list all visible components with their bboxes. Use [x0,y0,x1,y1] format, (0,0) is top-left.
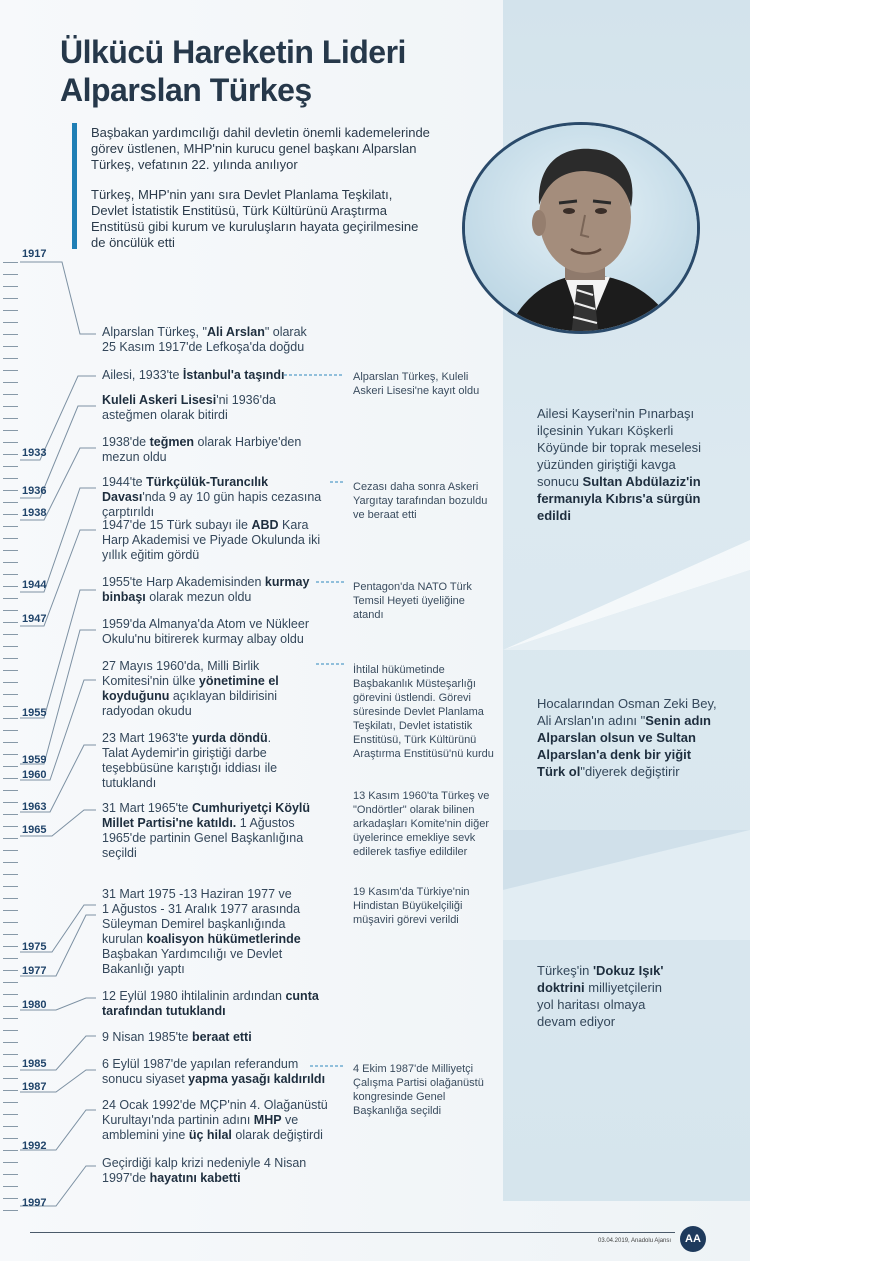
timeline-tick [3,622,18,623]
timeline-tick [3,454,18,455]
timeline-tick [3,538,18,539]
timeline-event: Geçirdiği kalp krizi nedeniyle 4 Nisan 1997'de hayatını kabetti [102,1156,307,1185]
side-fact-2: Hocalarından Osman Zeki Bey, Ali Arslan'ın adını "Senin adın Alparslan olsun ve Sultan Alparslan'a denk bir yiğit Türk ol"diyerek değiştirir [537,696,717,779]
year-label: 1936 [22,485,47,497]
timeline-tick [3,1114,18,1115]
timeline-tick [3,970,18,971]
timeline-tick [3,418,18,419]
year-label: 1997 [22,1197,47,1209]
title-line-1: Ülkücü Hareketin Lideri [60,34,406,70]
timeline-tick [3,742,18,743]
portrait-image [462,122,700,334]
year-label: 1992 [22,1140,47,1152]
timeline-tick [3,1030,18,1031]
timeline-tick [3,778,18,779]
timeline-tick [3,1090,18,1091]
timeline-tick [3,598,18,599]
timeline-tick [3,1066,18,1067]
year-label: 1959 [22,754,47,766]
timeline-tick [3,946,18,947]
timeline-tick [3,1018,18,1019]
timeline-note: Cezası daha sonra Askeri Yargıtay tarafından bozuldu ve beraat etti [353,481,488,521]
timeline-tick [3,922,18,923]
timeline-event: 31 Mart 1975 -13 Haziran 1977 ve 1 Ağustos - 31 Aralık 1977 arasında Süleyman Demirel başkanlığında kurulan koalisyon hükümetlerinde Başbakan Yardımcılığı ve Devlet Bakanlığı yaptı [102,887,301,976]
timeline-tick [3,682,18,683]
timeline-tick [3,1042,18,1043]
timeline-event: Ailesi, 1933'te İstanbul'a taşındı [102,368,285,382]
timeline-event: 23 Mart 1963'te yurda döndü. Talat Aydemir'in giriştiği darbe teşebbüsüne karıştığı iddiası ile tutuklandı [102,731,278,790]
timeline-tick [3,1210,18,1211]
timeline-tick [3,274,18,275]
timeline-tick [3,934,18,935]
year-label: 1965 [22,824,47,836]
year-label: 1955 [22,707,47,719]
timeline-event: 1938'de teğmen olarak Harbiye'den mezun oldu [102,435,302,464]
title-line-2: Alparslan Türkeş [60,72,312,108]
year-label: 1987 [22,1081,47,1093]
timeline-tick [3,382,18,383]
timeline-tick [3,1102,18,1103]
timeline-tick [3,826,18,827]
timeline-tick [3,406,18,407]
timeline-tick [3,562,18,563]
timeline-tick [3,1174,18,1175]
source-credit: 03.04.2019, Anadolu Ajansı [598,1238,672,1244]
timeline-tick [3,334,18,335]
timeline-tick [3,310,18,311]
timeline-tick [3,766,18,767]
timeline-tick [3,346,18,347]
timeline-tick [3,1126,18,1127]
timeline-tick [3,286,18,287]
timeline-note: Pentagon'da NATO Türk Temsil Heyeti üyeliğine atandı [353,581,472,621]
timeline-event: 12 Eylül 1980 ihtilalinin ardından cunta tarafından tutuklandı [102,989,319,1018]
timeline-tick [3,634,18,635]
timeline-tick [3,790,18,791]
side-fact-3: Türkeş'in 'Dokuz Işık' doktrini milliyetçilerin yol haritası olmaya devam ediyor [537,963,664,1029]
intro-accent-bar [72,123,77,249]
timeline-tick [3,1150,18,1151]
timeline-tick [3,502,18,503]
year-label: 1938 [22,507,47,519]
timeline-note: 19 Kasım'da Türkiye'nin Hindistan Büyükelçiliği müşaviri görevi verildi [353,886,470,926]
timeline-event: Alparslan Türkeş, "Ali Arslan" olarak 25 Kasım 1917'de Lefkoşa'da doğdu [102,325,307,354]
timeline-tick [3,1054,18,1055]
year-label: 1947 [22,613,47,625]
timeline-ticks [0,262,20,1222]
timeline-tick [3,814,18,815]
timeline-tick [3,646,18,647]
timeline-tick [3,1138,18,1139]
timeline-tick [3,1198,18,1199]
timeline-event: 24 Ocak 1992'de MÇP'nin 4. Olağanüstü Kurultayı'nda partinin adını MHP ve amblemini yine üç hilal olarak değiştirdi [102,1098,328,1142]
timeline-event: 31 Mart 1965'te Cumhuriyetçi Köylü Millet Partisi'ne katıldı. 1 Ağustos 1965'de partinin Genel Başkanlığına seçildi [102,801,311,860]
timeline-tick [3,1162,18,1163]
timeline-tick [3,430,18,431]
timeline-event: Kuleli Askeri Lisesi'ni 1936'da asteğmen olarak bitirdi [102,393,276,422]
timeline-note: İhtilal hükümetinde Başbakanlık Müsteşarlığı görevini üstlendi. Görevi süresinde Devlet Planlama Teşkilatı, Devlet istatistik Enstitüsü, Türk Kültürünü Araştırma Enstitüsü'nü kurdu [353,664,494,760]
timeline-tick [3,574,18,575]
timeline-tick [3,514,18,515]
timeline-tick [3,490,18,491]
timeline-tick [3,874,18,875]
timeline-tick [3,910,18,911]
intro-text [91,125,431,265]
timeline-tick [3,526,18,527]
timeline-tick [3,850,18,851]
timeline-tick [3,898,18,899]
timeline-tick [3,754,18,755]
timeline-tick [3,586,18,587]
timeline-tick [3,1006,18,1007]
timeline-tick [3,610,18,611]
year-label: 1933 [22,447,47,459]
timeline-tick [3,262,18,263]
timeline-event: 27 Mayıs 1960'da, Milli Birlik Komitesi'nin ülke yönetimine el koyduğunu açıklayan bildirisini radyodan okudu [102,659,279,718]
timeline-event: 1959'da Almanya'da Atom ve Nükleer Okulu'nu bitirerek kurmay albay oldu [102,617,309,646]
timeline-tick [3,358,18,359]
year-label: 1977 [22,965,47,977]
timeline-tick [3,982,18,983]
timeline-tick [3,298,18,299]
timeline-tick [3,658,18,659]
timeline-tick [3,802,18,803]
year-label: 1985 [22,1058,47,1070]
page-title [60,33,500,109]
timeline-tick [3,862,18,863]
timeline-tick [3,886,18,887]
timeline-tick [3,838,18,839]
year-label: 1980 [22,999,47,1011]
timeline-tick [3,670,18,671]
timeline-event: 6 Eylül 1987'de yapılan referandum sonucu siyaset yapma yasağı kaldırıldı [102,1057,326,1086]
timeline-note: 4 Ekim 1987'de Milliyetçi Çalışma Partisi olağanüstü kongresinde Genel Başkanlığa seçildi [353,1063,484,1117]
timeline-event: 9 Nisan 1985'te beraat etti [102,1030,252,1044]
timeline-tick [3,322,18,323]
timeline-event: 1955'te Harp Akademisinden kurmay binbaşı olarak mezun oldu [102,575,310,604]
footer-divider [30,1232,675,1233]
timeline-tick [3,994,18,995]
timeline-note: 13 Kasım 1960'ta Türkeş ve "Ondörtler" olarak bilinen arkadaşları Komite'nin diğer üyelerince emekliye sevk edilerek tasfiye edildiler [353,790,490,858]
timeline-tick [3,394,18,395]
side-fact-1: Ailesi Kayseri'nin Pınarbaşı ilçesinin Yukarı Köşkerli Köyünde bir toprak meselesi yüzünden giriştiği kavga sonucu Sultan Abdülaziz'in fermanıyla Kıbrıs'a sürgün edildi [537,406,702,523]
timeline-tick [3,478,18,479]
timeline-note: Alparslan Türkeş, Kuleli Askeri Lisesi'ne kayıt oldu [353,371,480,397]
year-label: 1960 [22,769,47,781]
timeline-tick [3,958,18,959]
intro-paragraph-1: Başbakan yardımcılığı dahil devletin önemli kademelerinde görev üstlenen, MHP'nin kurucu genel başkanı Alparslan Türkeş, vefatının 22. yılında anılıyor [91,125,430,172]
anadolu-agency-logo: AA [680,1226,706,1252]
year-label: 1944 [22,579,47,591]
timeline-tick [3,442,18,443]
timeline-tick [3,706,18,707]
timeline-tick [3,1186,18,1187]
timeline-tick [3,1078,18,1079]
year-label: 1963 [22,801,47,813]
timeline-tick [3,370,18,371]
timeline-tick [3,550,18,551]
year-label: 1975 [22,941,47,953]
timeline-tick [3,694,18,695]
timeline-event: 1947'de 15 Türk subayı ile ABD Kara Harp Akademisi ve Piyade Okulunda iki yıllık eğitim gördü [102,518,321,562]
intro-paragraph-2: Türkeş, MHP'nin yanı sıra Devlet Planlama Teşkilatı, Devlet İstatistik Enstitüsü, Türk Kültürünü Araştırma Enstitüsü gibi kurum ve kuruluşların hayata geçirilmesine de öncülük etti [91,187,419,250]
timeline-tick [3,466,18,467]
timeline-tick [3,730,18,731]
timeline-tick [3,718,18,719]
timeline-event: 1944'te Türkçülük-Turancılık Davası'nda 9 ay 10 gün hapis cezasına çarptırıldı [102,475,322,519]
year-label: 1917 [22,248,47,260]
